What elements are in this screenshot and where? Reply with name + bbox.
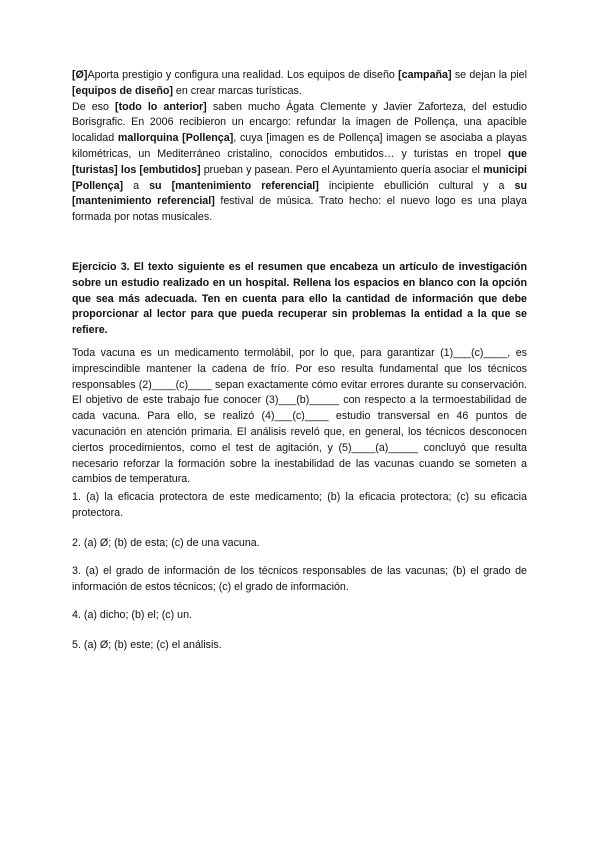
bracket-annotation: [equipos de diseño] (72, 84, 173, 97)
option-3: 3. (a) el grado de información de los técnicos responsables de las vacunas; (b) el grado de información de estos técnicos; (c) el grado de información. (72, 565, 527, 593)
text-run: prueban y pasean. Pero el Ayuntamiento quería asociar el (200, 163, 484, 176)
exercise-section (72, 260, 527, 339)
intro-section (72, 68, 527, 226)
option-block-1 (72, 490, 527, 522)
text-run: , cuya [imagen es de Pollença] imagen se asociaba a playas kilométricas, un Mediterráneo cristalino, conocidos embutidos… y turistas en tropel (72, 132, 527, 160)
exercise-heading: Ejercicio 3. El texto siguiente es el resumen que encabeza un artículo de investigación sobre un estudio realizado en un hospital. Rellena los espacios en blanco con la opción que sea más adecuada. Ten en cuenta para ello la cantidad de información que debe proporcionar al lector para que pueda recuperar sin problemas la entidad a la que se refiere. (72, 261, 527, 337)
option-2: 2. (a) Ø; (b) de esta; (c) de una vacuna. (72, 537, 260, 549)
option-block-4 (72, 608, 527, 624)
text-run: se dejan la piel (451, 69, 527, 81)
bracket-annotation: [campaña] (398, 69, 452, 81)
option-1: 1. (a) la eficacia protectora de este medicamento; (b) la eficacia protectora; (c) su eficacia protectora. (72, 491, 527, 519)
intro-paragraph-1 (72, 68, 527, 100)
text-run: en crear marcas turísticas. (172, 84, 302, 97)
text-run: festival de música. Trato hecho: el nuevo logo es una playa formada por notas musicales. (72, 195, 527, 224)
text-run: saben mucho Ágata Clemente y Javier Zaforteza, del estudio Borisgrafic. En 2006 recibieron un encargo: refundar la imagen de Pollença, una apacible localidad (72, 100, 527, 145)
text-run: Aporta prestigio y configura una realidad. Los equipos de diseño (87, 69, 399, 81)
text-run: a (123, 179, 150, 192)
option-5: 5. (a) Ø; (b) este; (c) el análisis. (72, 639, 222, 651)
option-block-2 (72, 536, 527, 552)
text-run: De eso (72, 100, 116, 113)
option-block-3 (72, 564, 527, 596)
bracket-annotation: su [mantenimiento referencial] (149, 179, 319, 192)
option-block-5 (72, 638, 527, 654)
text-run: incipiente ebullición cultural y a (318, 179, 515, 192)
bracket-annotation: municipi [Pollença] (72, 163, 528, 192)
bracket-annotation: [Ø] (72, 69, 88, 81)
intro-paragraph-2 (72, 100, 527, 226)
bracket-annotation: [todo lo anterior] (115, 100, 207, 113)
exercise-text: Toda vacuna es un medicamento termolábil, por lo que, para garantizar (1)___(c)____, es imprescindible mantener la cadena de frío. Por eso resulta fundamental que los técnicos responsables (2)____(c)____ sepan exactamente cómo evitar errores durante su conservación. El objetivo de este trabajo fue conocer (3)___(b)_____ con respecto a la termoestabilidad de cada vacuna. Para ello, se realizó (4)___(c)____ estudio transversal en 46 puntos de vacunación en atención primaria. El análisis reveló que, en general, los técnicos desconocen ciertos procedimientos, como el test de agitación, y (5)____(a)_____ concluyó que resulta necesario reforzar la formación sobre la inestabilidad de las vacunas cuando se someten a cambios de temperatura. (72, 347, 527, 486)
exercise-text-block (72, 346, 527, 488)
bracket-annotation: su [mantenimiento referencial] (72, 179, 527, 208)
bracket-annotation: que [turistas] los [embutidos] (72, 147, 527, 176)
bracket-annotation: mallorquina [Pollença] (117, 132, 234, 145)
option-4: 4. (a) dicho; (b) el; (c) un. (72, 609, 192, 621)
